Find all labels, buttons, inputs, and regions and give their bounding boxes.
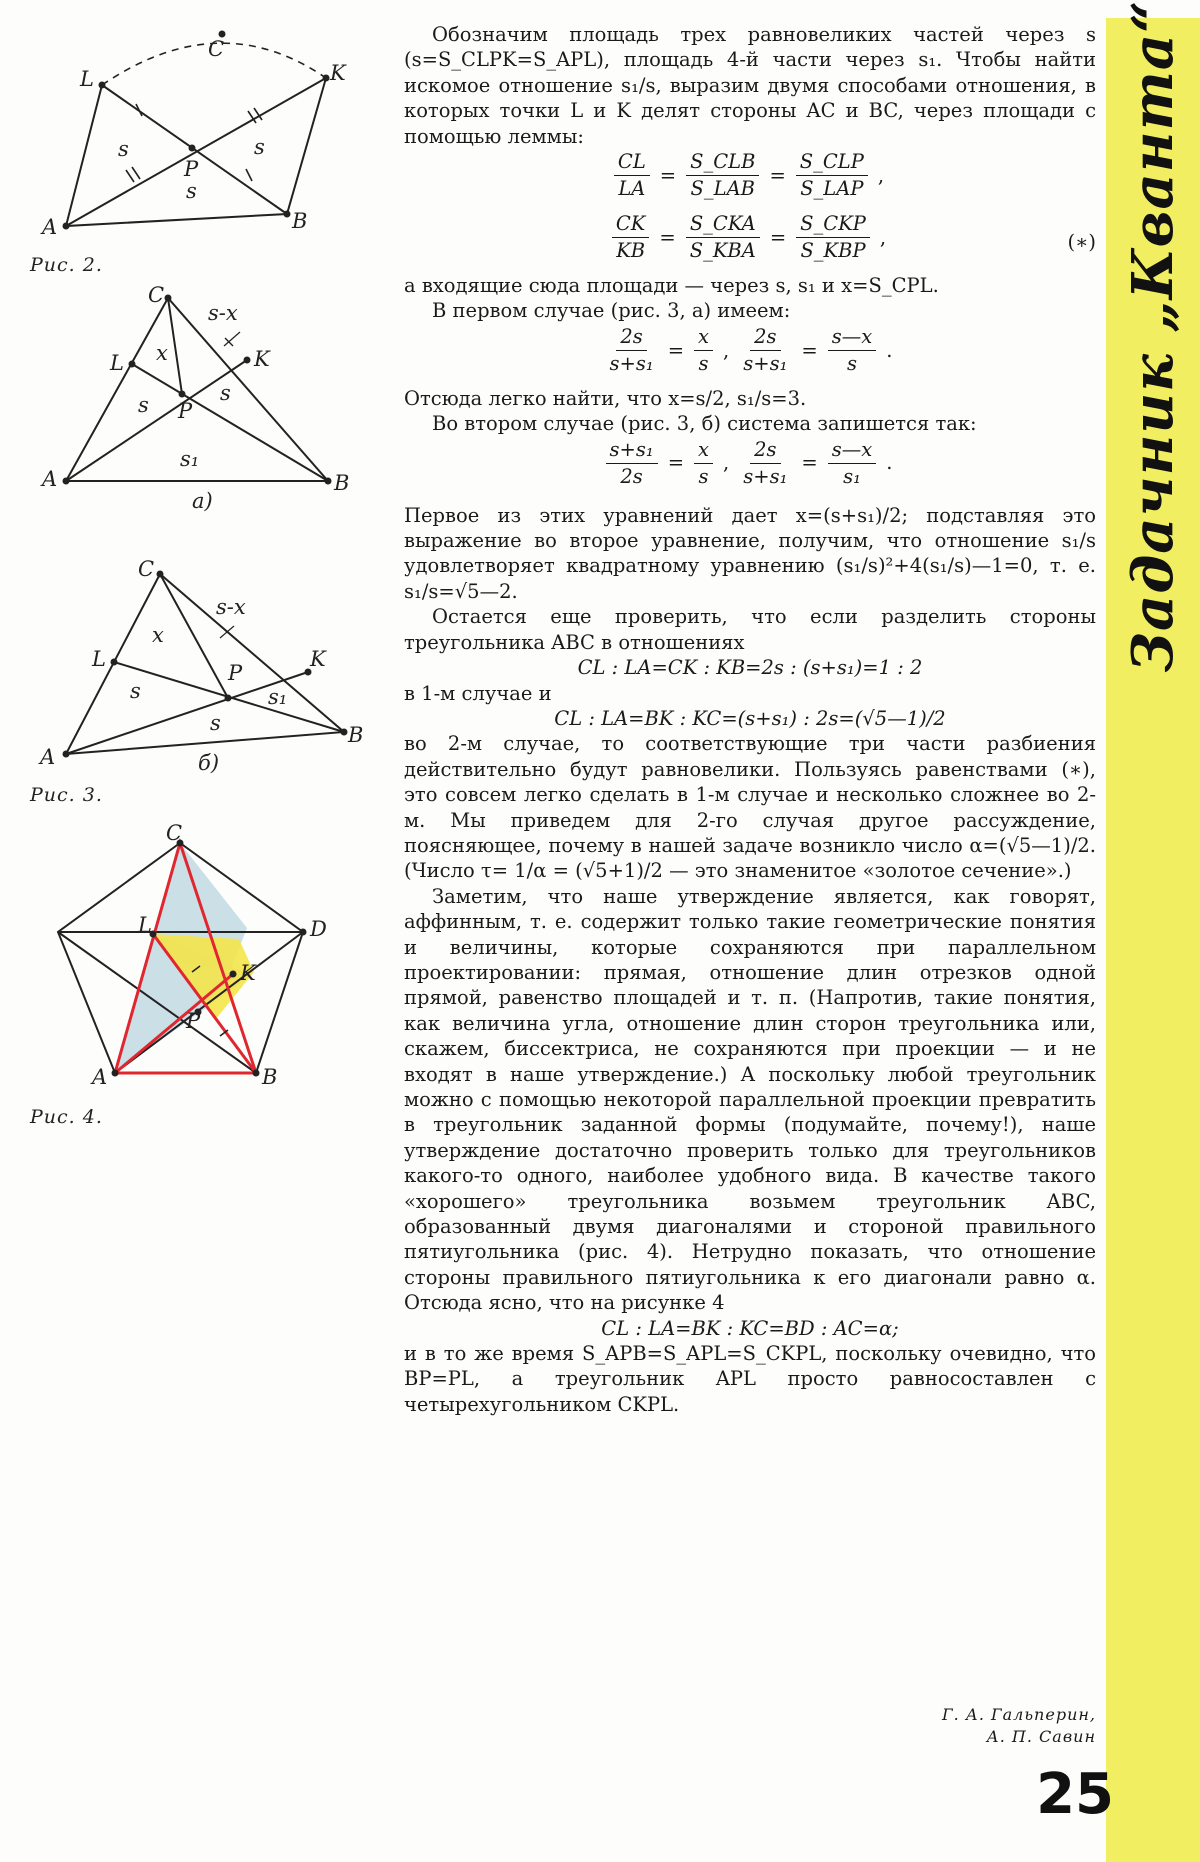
article-body: [404, 22, 1096, 1417]
eq4-c-den: s+s₁: [743, 464, 788, 488]
fig3b-label-x: x: [152, 623, 164, 647]
paragraph-9: во 2-м случае, то соответствующие три части разбиения действительно будут равновелики. Пользуясь равенствами (∗), это совсем легко сделать в 1-м случае и несколько сложнее во 2-м. Мы приведем для 2-го случая другое рассуждение, поясняющее, почему в нашей задаче возникло число α=(√5—1)/2. (Число τ= 1/α = (√5+1)/2 — это знаменитое «золотое сечение».): [404, 732, 1096, 883]
equation-4: $\frac{\text{s+s₁}}{2s}$ = $\frac{x}{s}$ , $\frac{2s}{\text{s+s₁}}$ = $\frac{s—x}{\text{s₁}}$ .: [404, 437, 1096, 503]
author-line-1: Г. А. Гальперин,: [941, 1705, 1096, 1724]
fig2-label-s-left: s: [118, 137, 129, 161]
fig3a-label-K: K: [254, 347, 270, 371]
eq4-a-num: s+s₁: [606, 437, 658, 464]
eq4-b-num: x: [694, 437, 713, 464]
fig3a-label-x: x: [156, 341, 168, 365]
eq2-a-den: KB: [616, 239, 646, 263]
eq3-a-num: 2s: [616, 324, 646, 351]
fig3b-label-C: C: [138, 557, 155, 581]
fig2-label-B: B: [292, 209, 308, 233]
fig3b-label-s1: s₁: [268, 685, 288, 709]
eq4-d-num: s—x: [828, 437, 877, 464]
eq4-a-den: 2s: [620, 464, 643, 488]
eq3-a-den: s+s₁: [609, 351, 654, 375]
equation-1: $\frac{CL}{LA}$ = $\frac{\text{S\_CLB}}{\text{S\_LAB}}$ = $\frac{\text{S\_CLP}}{\text{S\_LAP}}$ ,: [404, 149, 1096, 211]
fig2-label-A: A: [42, 215, 58, 239]
paragraph-6: Первое из этих уравнений дает x=(s+s₁)/2; подставляя это выражение во второе уравнение, получим, что отношение s₁/s удовлетворяет квадратному уравнению (s₁/s)²+4(s₁/s)—1=0, т. е. s₁/s=√5—2.: [404, 503, 1096, 603]
author-line-2: А. П. Савин: [986, 1727, 1096, 1746]
paragraph-10: Заметим, что наше утверждение является, как говорят, аффинным, т. е. содержит только такие геометрические понятия и величины, которые сохраняются при параллельном проектировании: прямая, отношение длин отрезков одной прямой, равенство площадей и т. п. (Напротив, такие понятия, как величина угла, отношение длин сторон треугольника или, скажем, биссектриса, не сохраняются при проекции — и не входят в наше утверждение.) А поскольку любой треугольник можно с помощью некоторой параллельной проекции превратить в треугольник заданной формы (подумайте, почему!), наше утверждение достаточно проверить только для треугольников какого-то одного, наиболее удобного вида. В качестве такого «хорошего» треугольника возьмем треугольник ABC, образованный двумя диагоналями и стороной правильного пятиугольника (рис. 4). Нетрудно показать, что отношение стороны правильного пятиугольника к его диагонали равно α. Отсюда ясно, что на рисунке 4: [404, 884, 1096, 1315]
fig3b-label-s-bottom: s: [210, 711, 221, 735]
eq2-a-num: CK: [612, 211, 650, 238]
paragraph-7: Остается еще проверить, что если разделить стороны треугольника ABC в отношениях: [404, 605, 1096, 654]
eq2-c-num: S_CKP: [796, 211, 870, 238]
fig3b-label-s-minus-x: s-x: [216, 595, 246, 619]
eq3-c-den: s+s₁: [743, 351, 788, 375]
figure-3b-drawing: [30, 558, 370, 788]
eq3-b-num: x: [694, 324, 713, 351]
eq1-b-num: S_CLB: [686, 149, 759, 176]
equation-2: $\frac{CK}{KB}$ = $\frac{\text{S\_CKA}}{\text{S\_KBA}}$ = $\frac{\text{S\_CKP}}{\text{S\_KBP}}$ , (∗): [404, 211, 1096, 273]
figure-4-drawing: [30, 822, 370, 1092]
fig3b-label-s-left: s: [130, 679, 141, 703]
equation-star-label: (∗): [1067, 230, 1096, 254]
fig3a-label-L: L: [110, 351, 124, 375]
page-number: 25: [1036, 1762, 1114, 1827]
author-signature: [404, 1704, 1096, 1748]
eq1-c-num: S_CLP: [796, 149, 868, 176]
fig3a-label-P: P: [178, 399, 193, 423]
paragraph-5: Во втором случае (рис. 3, б) система запишется так:: [432, 412, 977, 436]
eq3-d-num: s—x: [828, 324, 877, 351]
figure-3a: [30, 280, 370, 513]
paragraph-2: а входящие сюда площади — через s, s₁ и x=S_CPL.: [404, 274, 939, 298]
eq4-b-den: s: [698, 464, 709, 488]
equation-6: CL : LA=BK : KC=(s+s₁) : 2s=(√5—1)/2: [554, 706, 946, 730]
fig3b-label-B: B: [348, 723, 364, 747]
eq2-b-den: S_KBA: [689, 239, 756, 263]
eq1-b-den: S_LAB: [690, 177, 756, 201]
paragraph-11: и в то же время S_APB=S_APL=S_CKPL, поскольку очевидно, что BP=PL, а треугольник APL просто равносоставлен с четырехугольником CKPL.: [404, 1342, 1096, 1416]
figure-4: [30, 822, 370, 1092]
fig2-label-s-right: s: [254, 135, 265, 159]
fig4-label-B: B: [262, 1065, 278, 1089]
fig3b-label-A: A: [40, 745, 56, 769]
figure-2-caption: Рис. 2.: [30, 254, 103, 276]
eq4-d-den: s₁: [843, 464, 861, 488]
section-title-text: Задачник „Кванта“: [1120, 0, 1186, 673]
figure-4-caption: Рис. 4.: [30, 1106, 103, 1128]
fig2-label-K: K: [330, 61, 346, 85]
eq1-a-num: CL: [614, 149, 650, 176]
eq4-c-num: 2s: [750, 437, 780, 464]
fig4-label-A: A: [92, 1065, 108, 1089]
fig3a-label-s1: s₁: [180, 447, 200, 471]
fig2-label-P: P: [184, 157, 199, 181]
fig3b-label-P: P: [228, 661, 243, 685]
fig4-label-C: C: [166, 821, 183, 845]
eq2-b-num: S_CKA: [686, 211, 760, 238]
eq3-b-den: s: [698, 351, 709, 375]
eq1-a-den: LA: [618, 177, 646, 201]
figure-3a-drawing: [30, 280, 370, 513]
equation-3: $\frac{2s}{\text{s+s₁}}$ = $\frac{x}{s}$ , $\frac{2s}{\text{s+s₁}}$ = $\frac{s—x}{s}$ .: [404, 324, 1096, 386]
figure-3b: [30, 558, 370, 788]
eq3-d-den: s: [847, 351, 858, 375]
equation-5: CL : LA=CK : KB=2s : (s+s₁)=1 : 2: [577, 656, 923, 680]
figure-3-caption: Рис. 3.: [30, 784, 103, 806]
fig3b-label-L: L: [92, 647, 106, 671]
fig3a-label-A: A: [42, 467, 58, 491]
paragraph-3: В первом случае (рис. 3, а) имеем:: [432, 299, 791, 323]
figure-2: [30, 20, 370, 240]
section-title: [1106, 0, 1200, 673]
eq1-c-den: S_LAP: [800, 177, 864, 201]
fig4-label-K: K: [240, 961, 256, 985]
fig3b-label-K: K: [310, 647, 326, 671]
fig3a-label-s-right: s: [220, 381, 231, 405]
fig2-label-L: L: [80, 67, 94, 91]
fig2-label-s-bottom: s: [186, 179, 197, 203]
fig3a-label-s-left: s: [138, 393, 149, 417]
fig3a-label-s-minus-x: s-x: [208, 301, 238, 325]
fig4-label-P: P: [186, 1009, 201, 1033]
fig3a-label-C: C: [148, 283, 165, 307]
fig4-label-L: L: [138, 913, 152, 937]
paragraph-8: в 1-м случае и: [404, 681, 552, 705]
fig3b-sublabel: б): [198, 751, 220, 775]
fig3a-label-B: B: [334, 471, 350, 495]
paragraph-4: Отсюда легко найти, что x=s/2, s₁/s=3.: [404, 386, 807, 410]
fig4-label-D: D: [310, 917, 327, 941]
fig3a-sublabel: а): [192, 489, 213, 513]
eq2-c-den: S_KBP: [800, 239, 866, 263]
figure-2-drawing: [30, 20, 370, 240]
equation-7: CL : LA=BK : KC=BD : AC=α;: [601, 1316, 899, 1340]
paragraph-1: Обозначим площадь трех равновеликих частей через s (s=S_CLPK=S_APL), площадь 4-й части через s₁. Чтобы найти искомое отношение s₁/s, выразим двумя способами отношения, в которых точки L и K делят стороны AC и BC, через площади с помощью леммы:: [404, 23, 1096, 148]
fig2-label-C: C: [208, 37, 225, 61]
eq3-c-num: 2s: [750, 324, 780, 351]
